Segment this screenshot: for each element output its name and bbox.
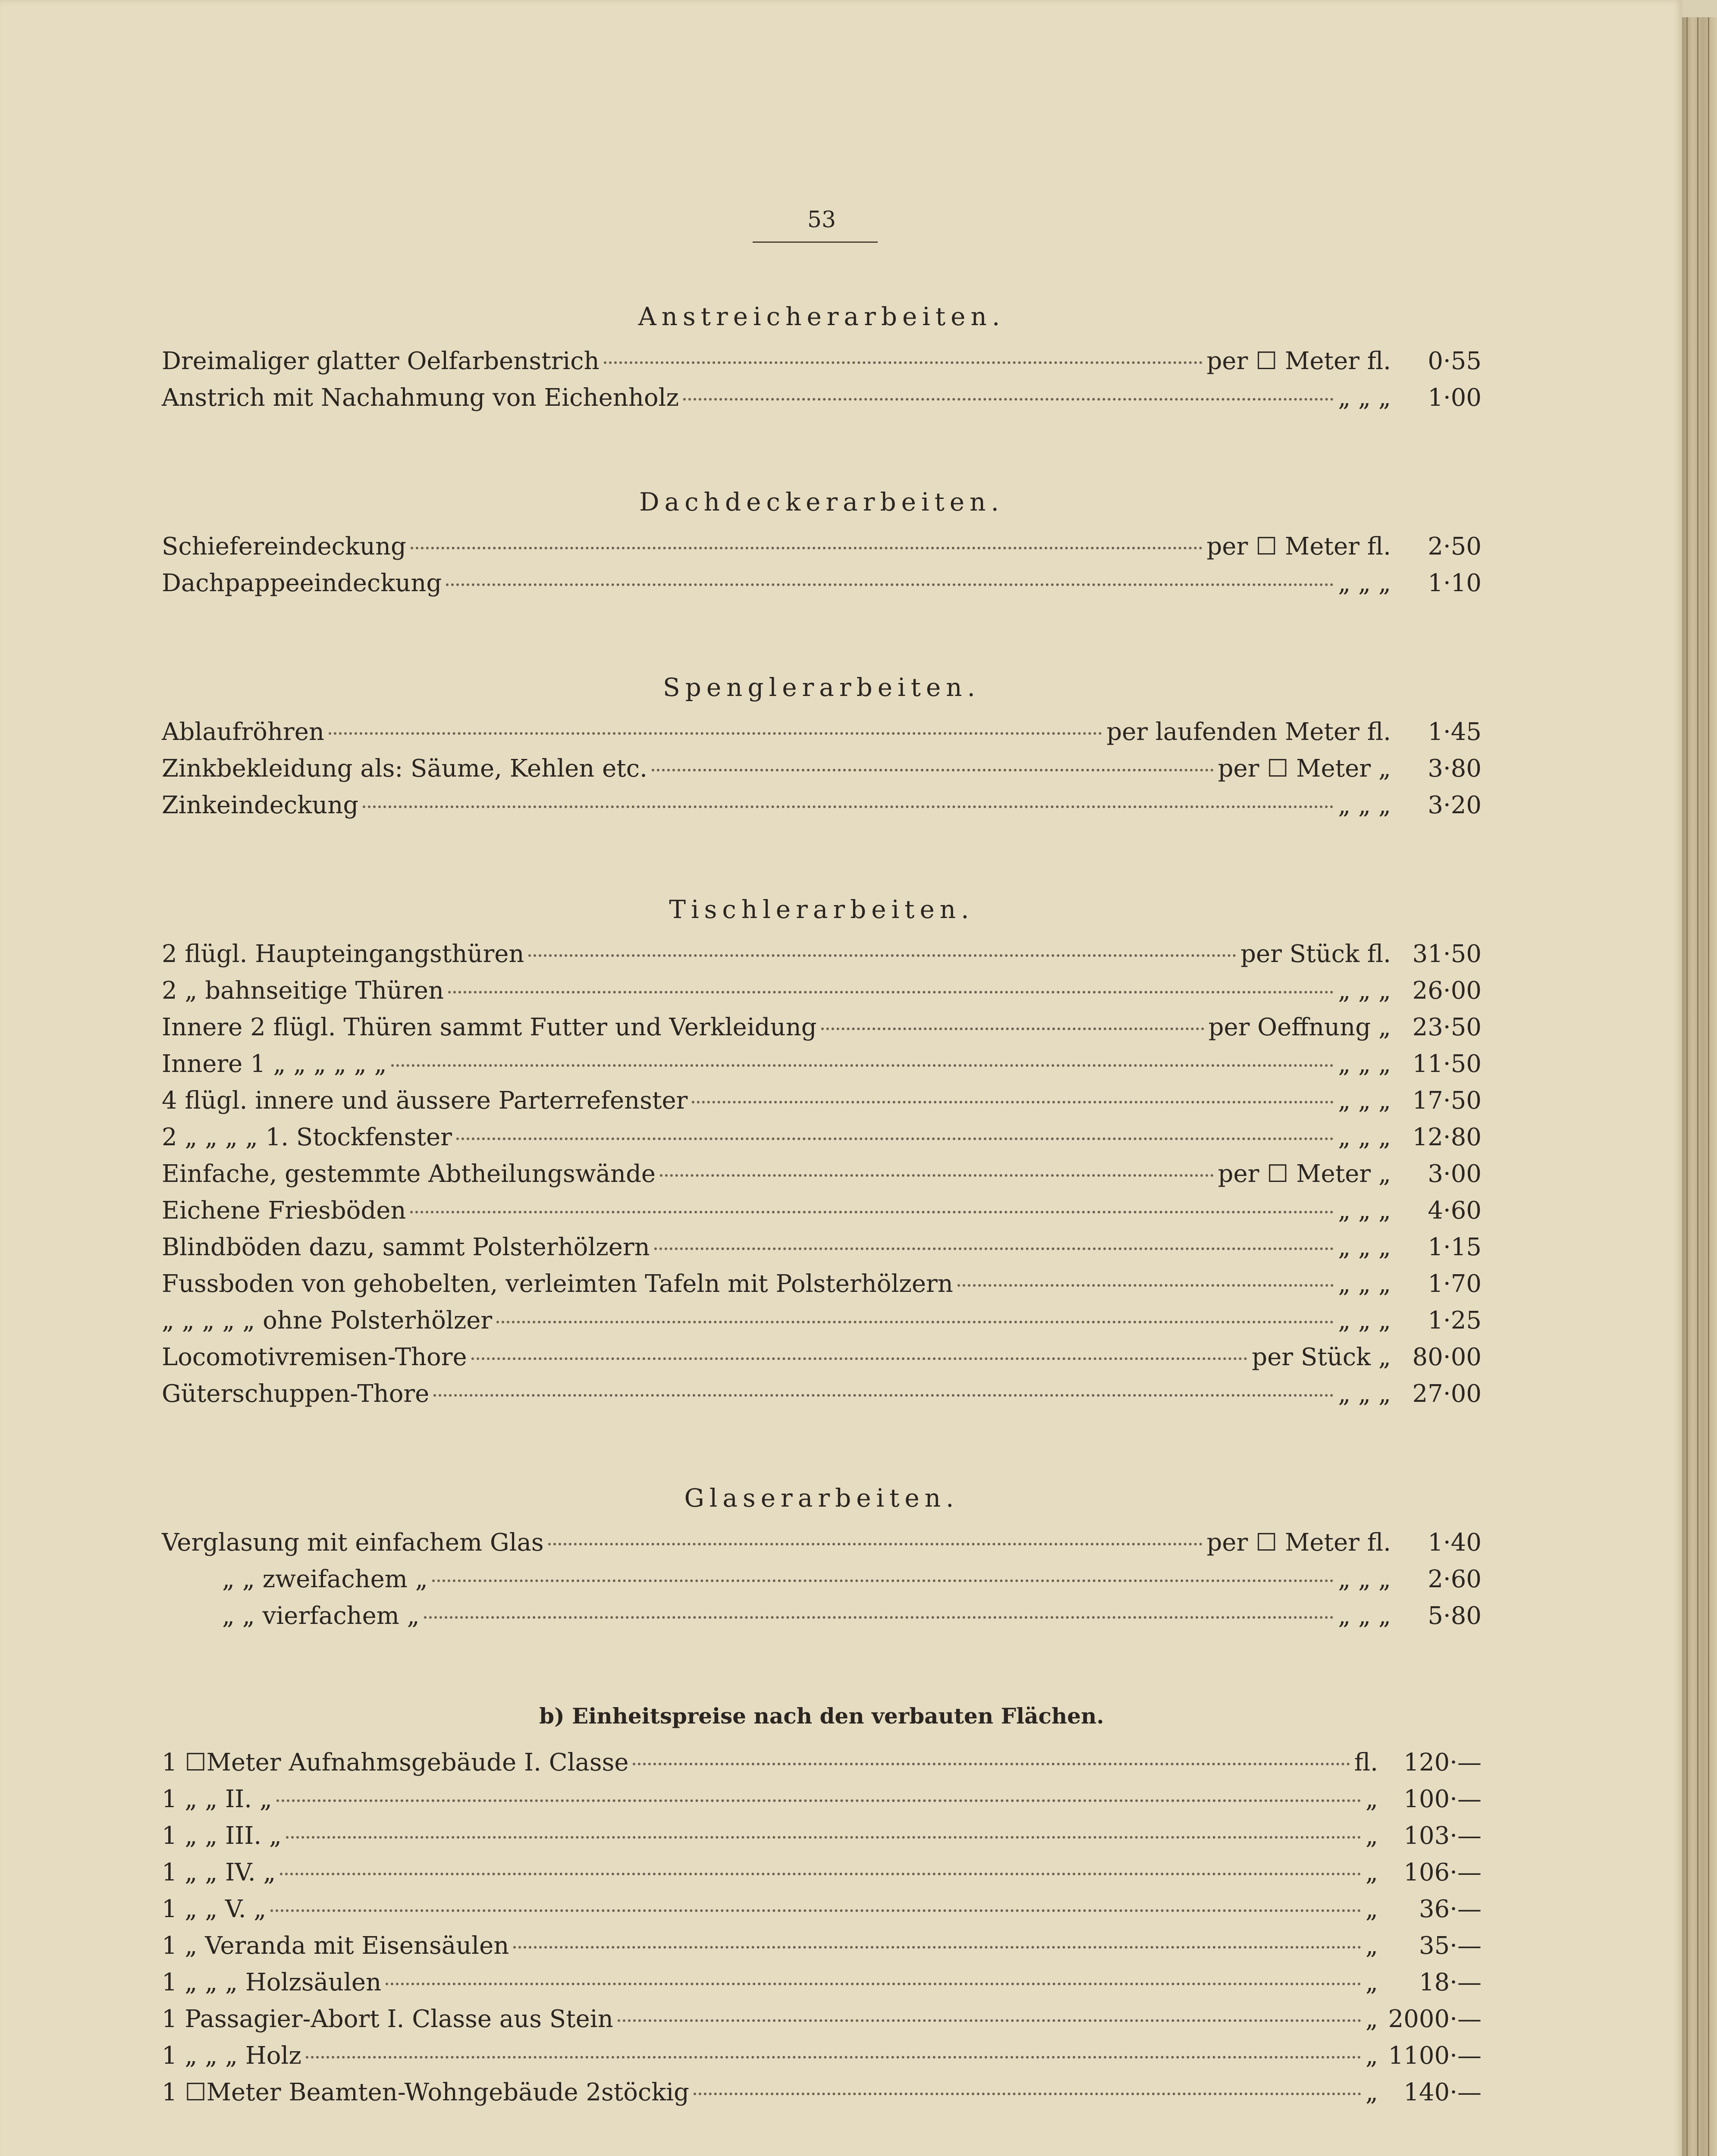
leader-dots — [694, 2093, 1361, 2095]
item-price: 17·50 — [1412, 1087, 1482, 1115]
price-row — [162, 1197, 1482, 1234]
item-price: 3·80 — [1428, 755, 1482, 783]
item-price: 1·40 — [1428, 1529, 1482, 1557]
leader-dots — [433, 1394, 1334, 1397]
price-row — [162, 1050, 1482, 1087]
page-stack-edge — [1682, 17, 1717, 2156]
leader-dots — [386, 1983, 1361, 1985]
item-price: 2·50 — [1428, 533, 1482, 561]
item-unit: per ☐ Meter fl. — [1206, 533, 1391, 561]
item-unit: „ „ „ — [1338, 1270, 1391, 1298]
price-row — [162, 533, 1482, 570]
leader-dots — [683, 398, 1334, 401]
price-row — [162, 977, 1482, 1014]
item-label: 1 „ „ IV. „ — [162, 1858, 276, 1887]
price-row — [162, 1013, 1482, 1050]
item-label: Zinkeindeckung — [162, 791, 359, 819]
price-row — [162, 1307, 1482, 1344]
price-row — [162, 2078, 1482, 2115]
price-row — [162, 718, 1482, 755]
item-label: Innere 2 flügl. Thüren sammt Futter und Verkleidung — [162, 1013, 817, 1041]
item-price: 2000·— — [1388, 2005, 1482, 2033]
price-row — [162, 1858, 1482, 1896]
item-price: 2·60 — [1428, 1565, 1482, 1593]
item-price: 26·00 — [1412, 977, 1482, 1005]
price-row — [162, 1822, 1482, 1859]
item-unit: per ☐ Meter fl. — [1206, 347, 1391, 375]
section-heading: Glaserarbeiten. — [684, 1483, 959, 1513]
item-label: 4 flügl. innere und äussere Parterrefenster — [162, 1087, 688, 1115]
item-price: 35·— — [1419, 1932, 1482, 1960]
item-price: 103·— — [1403, 1822, 1482, 1850]
item-unit: „ „ „ — [1338, 384, 1391, 412]
item-unit: „ — [1365, 1785, 1378, 1813]
section-b-heading: b) Einheitspreise nach den verbauten Flächen. — [539, 1703, 1104, 1729]
price-row — [162, 940, 1482, 977]
item-unit: „ „ „ — [1338, 1123, 1391, 1151]
price-row — [162, 791, 1482, 828]
item-unit: „ — [1365, 1968, 1378, 1996]
price-row — [162, 347, 1482, 384]
leader-dots — [270, 1909, 1361, 1912]
leader-dots — [471, 1357, 1248, 1360]
item-price: 18·— — [1419, 1968, 1482, 1996]
leader-dots — [604, 361, 1202, 364]
item-unit: „ „ „ — [1338, 1087, 1391, 1115]
page-edge-line — [1697, 17, 1698, 2156]
item-price: 0·55 — [1428, 347, 1482, 375]
price-row — [162, 1749, 1482, 1786]
item-label: 2 „ bahnseitige Thüren — [162, 977, 444, 1005]
item-unit: „ „ „ — [1338, 1602, 1391, 1630]
item-price: 3·00 — [1428, 1160, 1482, 1188]
item-label: Innere 1 „ „ „ „ „ „ — [162, 1050, 387, 1078]
item-price: 23·50 — [1412, 1013, 1482, 1041]
item-label: Zinkbekleidung als: Säume, Kehlen etc. — [162, 755, 647, 783]
leader-dots — [652, 769, 1214, 771]
item-unit: „ „ „ — [1338, 1050, 1391, 1078]
leader-dots — [456, 1138, 1334, 1140]
item-price: 1·45 — [1428, 718, 1482, 746]
price-row — [162, 1968, 1482, 2006]
price-row — [162, 2005, 1482, 2042]
item-unit: per Stück „ — [1252, 1343, 1391, 1371]
item-label: Schiefereindeckung — [162, 533, 406, 561]
page-edge-line — [1686, 17, 1688, 2156]
leader-dots — [528, 954, 1236, 957]
item-unit: „ „ „ — [1338, 1380, 1391, 1408]
item-label: Fussboden von gehobelten, verleimten Tafeln mit Polsterhölzern — [162, 1270, 953, 1298]
leader-dots — [306, 2056, 1361, 2059]
leader-dots — [957, 1284, 1334, 1287]
item-price: 4·60 — [1428, 1197, 1482, 1225]
item-price: 1100·— — [1388, 2042, 1482, 2070]
item-label: „ „ „ „ „ ohne Polsterhölzer — [162, 1307, 493, 1335]
page-edge-line — [1708, 17, 1709, 2156]
price-row — [222, 1565, 1482, 1602]
item-label: 1 „ „ II. „ — [162, 1785, 272, 1813]
item-price: 12·80 — [1412, 1123, 1482, 1151]
item-unit: „ — [1365, 1895, 1378, 1923]
item-unit: „ — [1365, 1932, 1378, 1960]
price-row — [162, 1270, 1482, 1307]
price-row — [162, 1233, 1482, 1270]
item-label: Blindböden dazu, sammt Polsterhölzern — [162, 1233, 650, 1261]
leader-dots — [548, 1543, 1202, 1545]
price-row — [162, 1123, 1482, 1160]
item-label: 2 flügl. Haupteingangsthüren — [162, 940, 524, 968]
item-price: 27·00 — [1412, 1380, 1482, 1408]
price-row — [162, 569, 1482, 606]
item-price: 31·50 — [1412, 940, 1482, 968]
item-price: 36·— — [1419, 1895, 1482, 1923]
leader-dots — [276, 1799, 1361, 1802]
item-price: 1·70 — [1428, 1270, 1482, 1298]
leader-dots — [286, 1836, 1361, 1839]
price-row — [162, 1087, 1482, 1124]
leader-dots — [363, 805, 1334, 808]
leader-dots — [411, 547, 1202, 549]
leader-dots — [280, 1873, 1361, 1875]
item-price: 1·10 — [1428, 569, 1482, 597]
item-unit: per ☐ Meter „ — [1218, 755, 1391, 783]
item-label: 1 „ „ V. „ — [162, 1895, 267, 1923]
section-heading: Dachdeckerarbeiten. — [639, 487, 1004, 517]
leader-dots — [329, 732, 1102, 735]
item-label: 1 „ „ „ Holzsäulen — [162, 1968, 382, 1996]
price-row — [162, 1785, 1482, 1822]
price-row — [162, 755, 1482, 792]
item-unit: per laufenden Meter fl. — [1106, 718, 1391, 746]
item-unit: „ — [1365, 2078, 1378, 2106]
item-price: 3·20 — [1428, 791, 1482, 819]
item-unit: „ — [1365, 1822, 1378, 1850]
leader-dots — [496, 1321, 1334, 1323]
item-unit: „ „ „ — [1338, 1233, 1391, 1261]
item-label: 1 „ „ III. „ — [162, 1822, 282, 1850]
leader-dots — [424, 1616, 1334, 1619]
item-price: 120·— — [1403, 1749, 1482, 1777]
leader-dots — [654, 1247, 1334, 1250]
item-unit: „ „ „ — [1338, 569, 1391, 597]
price-row — [162, 1932, 1482, 1969]
page-number-rule — [753, 241, 878, 243]
item-unit: per ☐ Meter fl. — [1206, 1529, 1391, 1557]
item-unit: „ — [1365, 1858, 1378, 1887]
item-unit: „ — [1365, 2042, 1378, 2070]
leader-dots — [821, 1028, 1204, 1030]
item-label: 1 ☐Meter Aufnahmsgebäude I. Classe — [162, 1749, 629, 1777]
price-row — [162, 1160, 1482, 1197]
section-heading: Tischlerarbeiten. — [669, 895, 974, 924]
item-unit: „ „ „ — [1338, 1307, 1391, 1335]
item-price: 106·— — [1403, 1858, 1482, 1887]
item-label: Dachpappeeindeckung — [162, 569, 442, 597]
item-unit: per ☐ Meter „ — [1218, 1160, 1391, 1188]
leader-dots — [432, 1579, 1334, 1582]
item-label: Ablaufröhren — [162, 718, 324, 746]
item-label: 2 „ „ „ „ 1. Stockfenster — [162, 1123, 452, 1151]
leader-dots — [446, 583, 1334, 586]
price-row — [222, 1602, 1482, 1639]
item-price: 1·25 — [1428, 1307, 1482, 1335]
item-label: 1 ☐Meter Beamten-Wohngebäude 2stöckig — [162, 2078, 690, 2106]
item-price: 1·00 — [1428, 384, 1482, 412]
leader-dots — [410, 1211, 1334, 1213]
item-label: Güterschuppen-Thore — [162, 1380, 430, 1408]
leader-dots — [692, 1101, 1334, 1103]
item-label: 1 „ „ „ Holz — [162, 2042, 301, 2070]
item-unit: „ „ „ — [1338, 977, 1391, 1005]
item-unit: fl. — [1354, 1749, 1378, 1777]
leader-dots — [660, 1174, 1214, 1177]
item-price: 5·80 — [1428, 1602, 1482, 1630]
item-label: Einfache, gestemmte Abtheilungswände — [162, 1160, 656, 1188]
leader-dots — [618, 2019, 1361, 2022]
item-unit: „ „ „ — [1338, 791, 1391, 819]
item-label: Verglasung mit einfachem Glas — [162, 1529, 544, 1557]
page-number: 53 — [807, 207, 836, 233]
item-price: 11·50 — [1412, 1050, 1482, 1078]
leader-dots — [448, 991, 1334, 993]
section-heading: Anstreicherarbeiten. — [638, 302, 1005, 331]
item-price: 1·15 — [1428, 1233, 1482, 1261]
item-label: „ „ vierfachem „ — [222, 1602, 420, 1630]
item-unit: per Stück fl. — [1240, 940, 1391, 968]
item-price: 80·00 — [1412, 1343, 1482, 1371]
price-row — [162, 1343, 1482, 1380]
item-label: Locomotivremisen-Thore — [162, 1343, 467, 1371]
price-row — [162, 1895, 1482, 1932]
leader-dots — [633, 1763, 1350, 1765]
item-label: Eichene Friesböden — [162, 1197, 406, 1225]
price-row — [162, 384, 1482, 421]
item-unit: „ „ „ — [1338, 1565, 1391, 1593]
item-label: Anstrich mit Nachahmung von Eichenholz — [162, 384, 679, 412]
item-unit: „ „ „ — [1338, 1197, 1391, 1225]
item-label: Dreimaliger glatter Oelfarbenstrich — [162, 347, 600, 375]
item-price: 140·— — [1403, 2078, 1482, 2106]
price-row — [162, 1529, 1482, 1566]
leader-dots — [391, 1064, 1334, 1067]
item-label: 1 Passagier-Abort I. Classe aus Stein — [162, 2005, 613, 2033]
item-price: 100·— — [1403, 1785, 1482, 1813]
price-row — [162, 2042, 1482, 2079]
price-row — [162, 1380, 1482, 1417]
item-label: „ „ zweifachem „ — [222, 1565, 428, 1593]
section-heading: Spenglerarbeiten. — [663, 673, 980, 702]
leader-dots — [513, 1946, 1361, 1949]
item-unit: per Oeffnung „ — [1208, 1013, 1391, 1041]
item-label: 1 „ Veranda mit Eisensäulen — [162, 1932, 509, 1960]
item-unit: „ — [1365, 2005, 1378, 2033]
